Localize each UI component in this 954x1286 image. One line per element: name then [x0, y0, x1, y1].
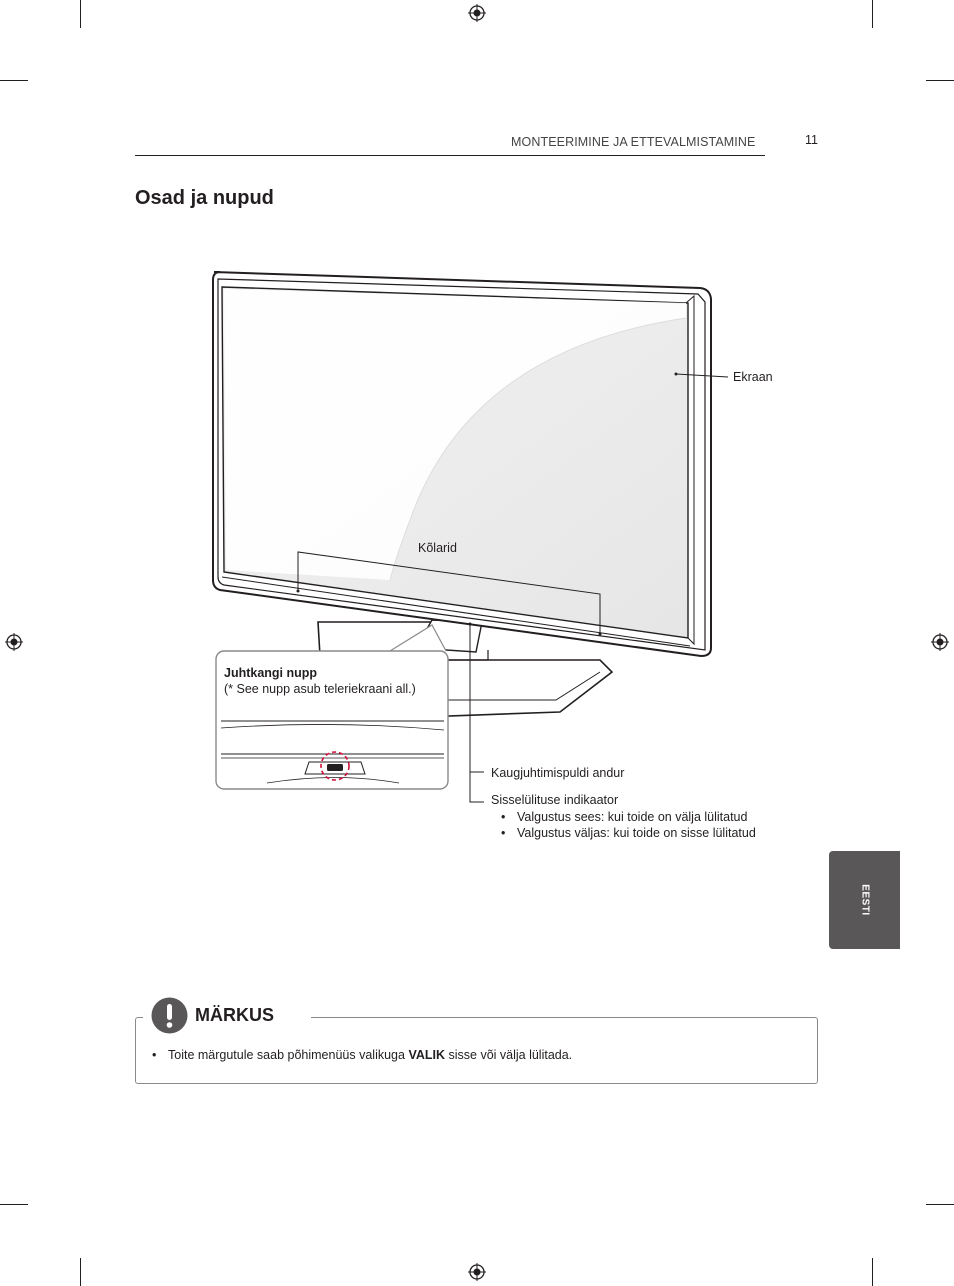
label-speakers: Kõlarid — [418, 541, 457, 555]
crop-mark — [80, 1258, 81, 1286]
note-title: MÄRKUS — [195, 1005, 280, 1026]
power-bullet-text: Valgustus väljas: kui toide on sisse lülitatud — [517, 826, 756, 840]
joystick-note: (* See nupp asub teleriekraani all.) — [224, 682, 416, 696]
joystick-label: Juhtkangi nupp — [224, 666, 318, 680]
crop-mark — [872, 0, 873, 28]
registration-mark-icon — [468, 4, 486, 22]
running-header: MONTEERIMINE JA ETTEVALMISTAMINE — [511, 135, 756, 149]
bullet-icon: • — [152, 1048, 157, 1062]
power-bullet-text: Valgustus sees: kui toide on välja lülitatud — [517, 810, 748, 824]
language-tab — [829, 851, 900, 949]
crop-mark — [0, 80, 28, 81]
registration-mark-icon — [468, 1263, 486, 1281]
note-text-before: Toite märgutule saab põhimenüüs valikuga — [168, 1048, 409, 1062]
power-bullet — [501, 826, 756, 840]
registration-mark-icon — [5, 633, 23, 651]
crop-mark — [0, 1204, 28, 1205]
language-tab-label: EESTI — [859, 884, 871, 916]
note-text-after: sisse või välja lülitada. — [445, 1048, 573, 1062]
label-remote-sensor: Kaugjuhtimispuldi andur — [491, 766, 625, 780]
label-screen: Ekraan — [733, 370, 773, 384]
page-number: 11 — [805, 133, 818, 147]
crop-mark — [926, 1204, 954, 1205]
crop-mark — [872, 1258, 873, 1286]
note-text-bold: VALIK — [408, 1048, 446, 1062]
note-text — [152, 1048, 572, 1062]
crop-mark — [80, 0, 81, 28]
registration-mark-icon — [931, 633, 949, 651]
crop-mark — [926, 80, 954, 81]
exclamation-icon — [151, 997, 188, 1034]
bullet-icon: • — [501, 826, 506, 840]
bullet-icon: • — [501, 810, 506, 824]
header-rule — [135, 155, 765, 156]
power-bullet — [501, 810, 747, 824]
page-title: Osad ja nupud — [135, 187, 274, 209]
label-power-indicator: Sisselülituse indikaator — [491, 793, 619, 807]
